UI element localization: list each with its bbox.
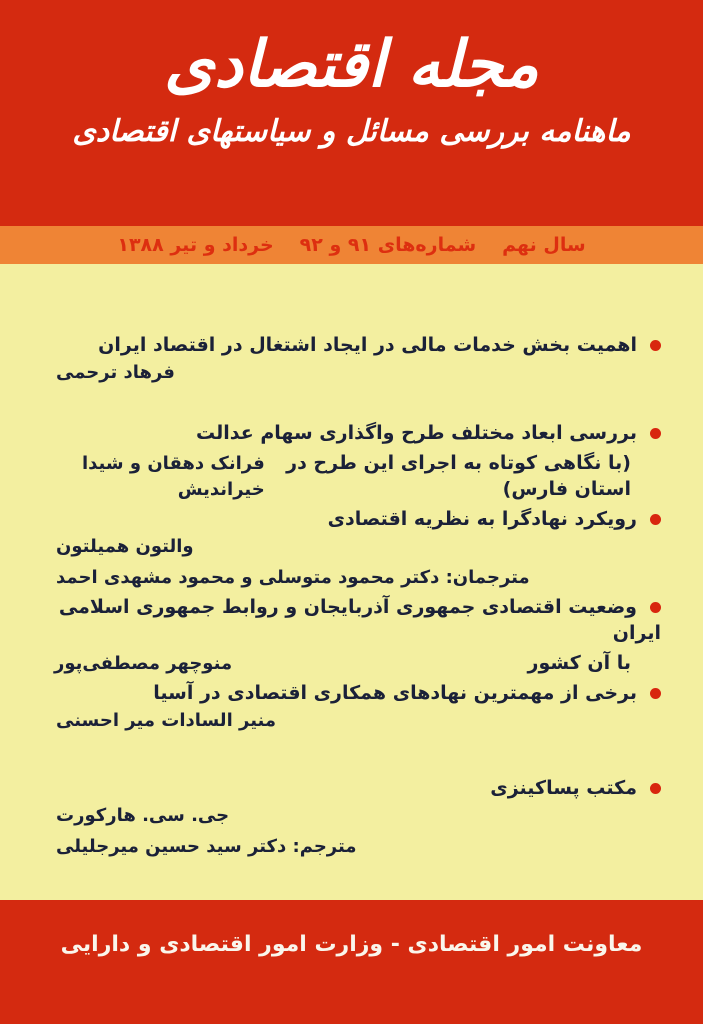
toc-item: [42, 775, 661, 860]
masthead: [0, 0, 703, 149]
article-author: منیر السادات میر احسنی: [56, 710, 277, 731]
article-title: برخی از مهمترین نهادهای همکاری اقتصادی در آسیا: [153, 682, 637, 704]
footer-band: [0, 900, 703, 1024]
issue-info-bar: [0, 226, 703, 264]
toc-item: [42, 420, 661, 503]
masthead-band: [0, 0, 703, 226]
journal-title: مجله اقتصادی: [164, 28, 539, 102]
article-title: بررسی ابعاد مختلف طرح واگذاری سهام عدالت: [196, 422, 637, 444]
article-translator: مترجمان: دکتر محمود متوسلی و محمود مشهدی احمد: [56, 567, 530, 588]
bullet-icon: [650, 688, 661, 699]
article-title: وضعیت اقتصادی جمهوری آذربایجان و روابط جمهوری اسلامی ایران: [58, 596, 661, 644]
article-author: جی. سی. هارکورت: [56, 805, 230, 826]
toc-item: [42, 332, 661, 386]
bullet-icon: [650, 428, 661, 439]
article-title-line2: با آن کشور: [527, 652, 631, 674]
article-title: اهمیت بخش خدمات مالی در ایجاد اشتغال در اقتصاد ایران: [98, 334, 637, 356]
article-subtitle: (با نگاهی کوتاه به اجرای این طرح در استان فارس): [286, 452, 631, 500]
issue-numbers: شماره‌های ۹۱ و ۹۲: [299, 234, 477, 256]
article-author: والتون همیلتون: [56, 536, 194, 557]
publisher-name: معاونت امور اقتصادی - وزارت امور اقتصادی و دارایی: [60, 932, 643, 957]
journal-subtitle: ماهنامه بررسی مسائل و سیاستهای اقتصادی: [72, 114, 631, 150]
article-title: مکتب پساکینزی: [490, 777, 637, 799]
toc-item: [42, 594, 661, 677]
article-translator: مترجم: دکتر سید حسین میرجلیلی: [56, 836, 357, 857]
issue-date: خرداد و تیر ۱۳۸۸: [117, 234, 274, 256]
article-author: فرهاد ترحمی: [56, 362, 175, 383]
toc-item: [42, 506, 661, 591]
bullet-icon: [650, 514, 661, 525]
toc-item: [42, 680, 661, 734]
article-author: فرانک دهقان و شیدا خیراندیش: [81, 453, 265, 500]
article-title: رویکرد نهادگرا به نظریه اقتصادی: [327, 508, 637, 530]
bullet-icon: [650, 783, 661, 794]
article-author: منوچهر مصطفی‌پور: [54, 653, 233, 674]
issue-year: سال نهم: [502, 234, 586, 256]
bullet-icon: [650, 340, 661, 351]
bullet-icon: [650, 602, 661, 613]
